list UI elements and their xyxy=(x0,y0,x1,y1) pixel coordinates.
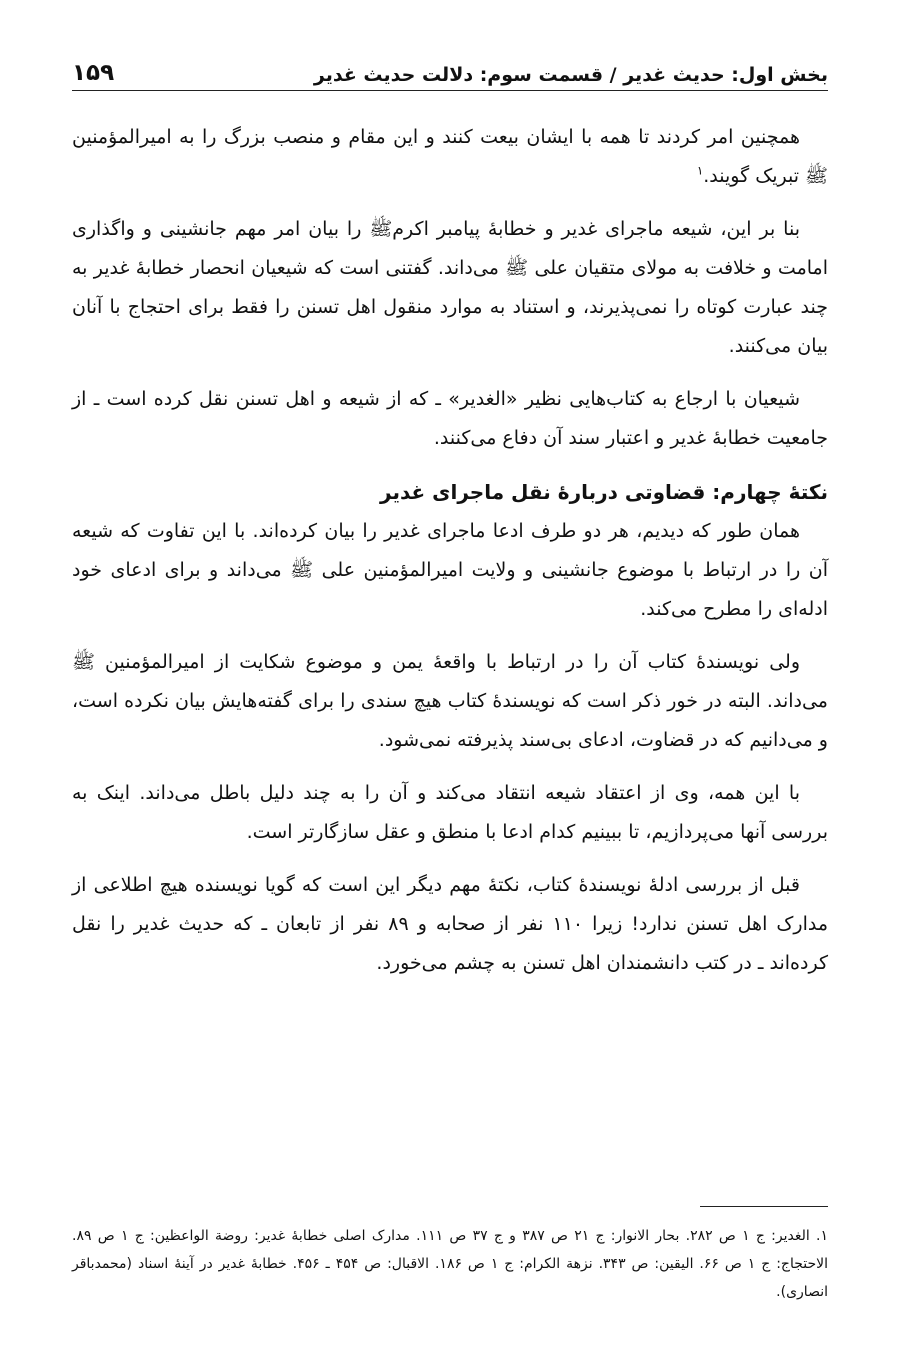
paragraph-7: قبل از بررسی ادلهٔ نویسندهٔ کتاب، نکتهٔ مهم دیگر این است که گویا نویسنده هیچ اطلاعی از مدارک اهل تسنن ندارد! زیرا ۱۱۰ نفر از صحابه و ۸۹ نفر از تابعان ـ که حدیث غدیر را نقل کرده‌اند ـ در کتب دانشمندان اهل تسنن به چشم می‌خورد. xyxy=(72,874,828,974)
footnote-ref-1[interactable]: ۱ xyxy=(696,163,704,178)
running-head: بخش اول: حدیث غدیر / قسمت سوم: دلالت حدیث غدیر xyxy=(313,64,828,86)
paragraph-2: بنا بر این، شیعه ماجرای غدیر و خطابهٔ پیامبر اکرمﷺ را بیان امر مهم جانشینی و واگذاری امامت و خلافت به مولای متقیان علی ﷺ می‌داند. گفتنی است که شیعیان انحصار خطابهٔ غدیر به چند عبارت کوتاه را نمی‌پذیرند، و استناد به موارد منقول اهل تسنن را فقط برای احتجاج با آنان بیان می‌کنند. xyxy=(72,218,828,357)
paragraph-1 xyxy=(72,118,828,196)
footnote-1: ۱. الغدیر: ج ۱ ص ۲۸۲. بحار الانوار: ج ۲۱ ص ۳۸۷ و ج ۳۷ ص ۱۱۱. مدارک اصلی خطابهٔ غدیر: روضة الواعظین: ج ۱ ص ۸۹. الاحتجاج: ج ۱ ص ۶۶. الیقین: ص ۳۴۳. نزهة الکرام: ج ۱ ص ۱۸۶. الاقبال: ص ۴۵۴ ـ ۴۵۶. خطابهٔ غدیر در آینهٔ اسناد (محمدباقر انصاری). xyxy=(72,1228,829,1300)
section-heading: نکتهٔ چهارم: قضاوتی دربارهٔ نقل ماجرای غدیر xyxy=(380,480,828,504)
paragraph-6: با این همه، وی از اعتقاد شیعه انتقاد می‌کند و آن را به چند دلیل باطل می‌داند. اینک به بررسی آنها می‌پردازیم، تا ببینیم کدام ادعا با منطق و عقل سازگارتر است. xyxy=(72,782,828,843)
page-header xyxy=(72,40,828,86)
page-number: ۱۵۹ xyxy=(72,60,115,86)
paragraph-5: ولی نویسندهٔ کتاب آن را در ارتباط با واقعهٔ یمن و موضوع شکایت از امیرالمؤمنین ﷺ می‌داند. البته در خور ذکر است که نویسندهٔ کتاب هیچ سندی را برای گفته‌هایش بیان نکرده است، و می‌دانیم که در قضاوت، ادعای بی‌سند پذیرفته نمی‌شود. xyxy=(72,651,828,751)
footnote-divider xyxy=(700,1206,828,1207)
footnotes xyxy=(72,1222,828,1306)
body-text xyxy=(72,118,828,997)
paragraph-3: شیعیان با ارجاع به کتاب‌هایی نظیر «الغدیر» ـ که از شیعه و اهل تسنن نقل کرده است ـ از جامعیت خطابهٔ غدیر و اعتبار سند آن دفاع می‌کنند. xyxy=(72,388,828,449)
paragraph-1-text: همچنین امر کردند تا همه با ایشان بیعت کنند و این مقام و منصب بزرگ را به امیرالمؤمنین ﷺ تبریک گویند. xyxy=(72,126,828,187)
paragraph-4: همان طور که دیدیم، هر دو طرف ادعا ماجرای غدیر را بیان کرده‌اند. با این تفاوت که شیعه آن را در ارتباط با موضوع جانشینی و ولایت امیرالمؤمنین علی ﷺ می‌داند و برای ادعای خود ادله‌ای را مطرح می‌کند. xyxy=(72,520,828,620)
header-divider xyxy=(72,90,828,91)
